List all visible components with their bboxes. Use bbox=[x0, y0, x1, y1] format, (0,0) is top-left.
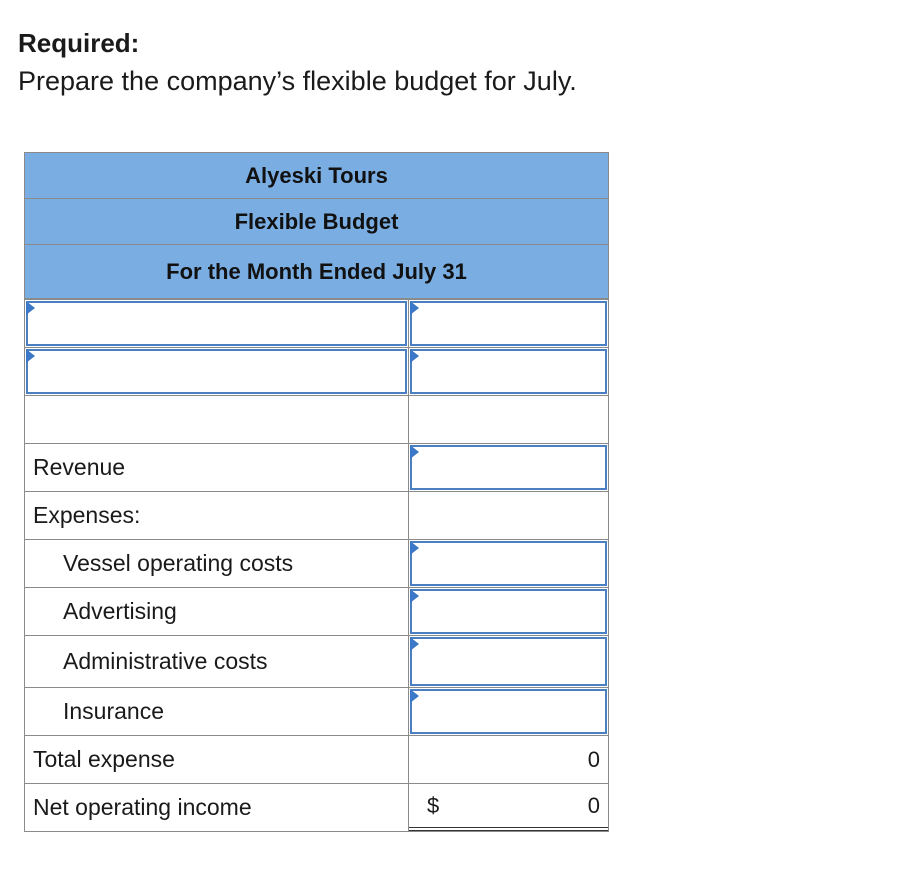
company-name: Alyeski Tours bbox=[24, 152, 609, 198]
administrative-value-cell bbox=[409, 636, 608, 687]
total-expense-label: Total expense bbox=[25, 736, 409, 783]
advertising-row bbox=[24, 588, 609, 636]
dropdown-indicator-icon bbox=[410, 445, 419, 459]
row-2-label-cell bbox=[25, 348, 409, 395]
row-1-value-cell bbox=[409, 300, 608, 347]
administrative-row bbox=[24, 636, 609, 688]
required-instructions: Prepare the company’s flexible budget for July. bbox=[18, 66, 577, 96]
net-operating-income-row bbox=[24, 784, 609, 832]
blank-value-cell bbox=[409, 396, 608, 443]
total-expense-row bbox=[24, 736, 609, 784]
revenue-input[interactable] bbox=[410, 445, 607, 490]
advertising-label: Advertising bbox=[25, 588, 409, 635]
row-2-value-input[interactable] bbox=[410, 349, 607, 394]
blank-label-cell bbox=[25, 396, 409, 443]
expenses-label: Expenses: bbox=[25, 492, 409, 539]
blank-row bbox=[24, 396, 609, 444]
input-row-1 bbox=[24, 300, 609, 348]
input-row-2 bbox=[24, 348, 609, 396]
report-period: For the Month Ended July 31 bbox=[24, 244, 609, 300]
advertising-input[interactable] bbox=[410, 589, 607, 634]
flexible-budget-table bbox=[24, 152, 609, 832]
dropdown-indicator-icon bbox=[26, 349, 35, 363]
vessel-label: Vessel operating costs bbox=[25, 540, 409, 587]
administrative-label: Administrative costs bbox=[25, 636, 409, 687]
report-title: Flexible Budget bbox=[24, 198, 609, 244]
dropdown-indicator-icon bbox=[410, 589, 419, 603]
row-1-label-input[interactable] bbox=[26, 301, 407, 346]
dropdown-indicator-icon bbox=[410, 689, 419, 703]
insurance-row bbox=[24, 688, 609, 736]
dropdown-indicator-icon bbox=[410, 301, 419, 315]
revenue-value-cell bbox=[409, 444, 608, 491]
dropdown-indicator-icon bbox=[410, 349, 419, 363]
row-2-label-input[interactable] bbox=[26, 349, 407, 394]
required-title: Required: bbox=[18, 28, 140, 58]
vessel-input[interactable] bbox=[410, 541, 607, 586]
net-operating-income-cell bbox=[409, 784, 608, 831]
dropdown-indicator-icon bbox=[410, 637, 419, 651]
dropdown-indicator-icon bbox=[410, 541, 419, 555]
administrative-input[interactable] bbox=[410, 637, 607, 686]
advertising-value-cell bbox=[409, 588, 608, 635]
expenses-row bbox=[24, 492, 609, 540]
vessel-value-cell bbox=[409, 540, 608, 587]
revenue-label: Revenue bbox=[25, 444, 409, 491]
revenue-row bbox=[24, 444, 609, 492]
insurance-value-cell bbox=[409, 688, 608, 735]
expenses-value-cell bbox=[409, 492, 608, 539]
net-operating-income-label: Net operating income bbox=[25, 784, 409, 831]
insurance-label: Insurance bbox=[25, 688, 409, 735]
row-1-value-input[interactable] bbox=[410, 301, 607, 346]
net-operating-income-value: 0 bbox=[587, 792, 600, 818]
total-expense-value: 0 bbox=[587, 746, 600, 772]
row-1-label-cell bbox=[25, 300, 409, 347]
insurance-input[interactable] bbox=[410, 689, 607, 734]
dropdown-indicator-icon bbox=[26, 301, 35, 315]
currency-symbol: $ bbox=[427, 792, 440, 818]
vessel-row bbox=[24, 540, 609, 588]
row-2-value-cell bbox=[409, 348, 608, 395]
